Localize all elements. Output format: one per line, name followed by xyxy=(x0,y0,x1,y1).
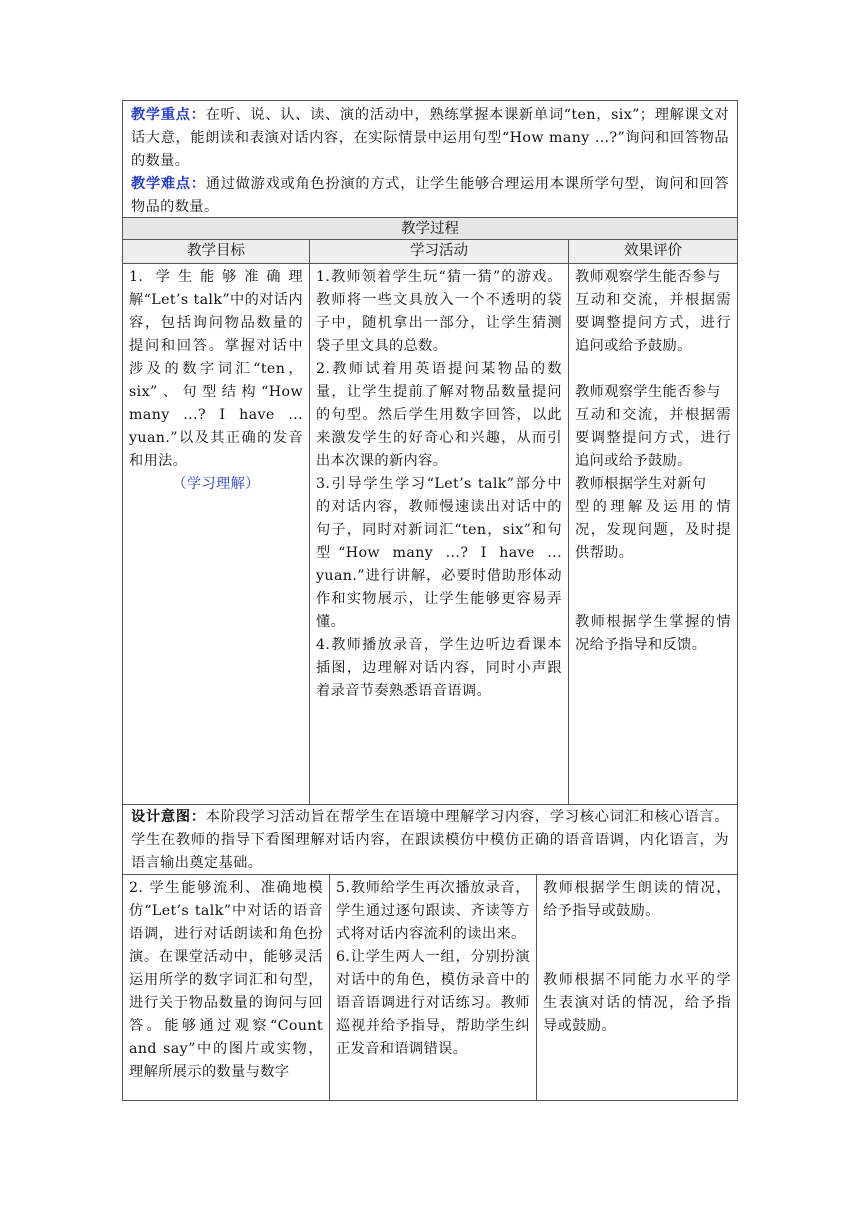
spacer xyxy=(575,588,731,611)
section2-activity-cell xyxy=(329,874,537,1101)
design-intent-label: 设计意图： xyxy=(131,809,206,825)
difficult-points-text: 通过做游戏或角色扮演的方式，让学生能够合理运用本课所学句型，询问和回答物品的数量。 xyxy=(131,176,729,215)
section2-evaluation-cell xyxy=(536,874,738,1101)
activity-2: 2.教师试着用英语提问某物品的数量，让学生提前了解对物品数量提问的句型。然后学生用数字回答，以此来激发学生的好奇心和兴趣，从而引出本次课的新内容。 xyxy=(316,361,562,469)
evaluation-3b: 型的理解及运用的情况，发现问题，及时提供帮助。 xyxy=(575,499,731,561)
design-intent xyxy=(131,805,729,875)
section1-activity-cell xyxy=(309,263,569,805)
spacer xyxy=(575,565,731,588)
evaluation-3a: 教师根据学生对新句 xyxy=(575,476,707,492)
difficult-points xyxy=(131,173,729,219)
spacer xyxy=(575,358,731,381)
section2-goal-text: 2. 学生能够流利、准确地模仿“Let’s talk”中对话的语音语调，进行对话朗读和角色扮演。在课堂活动中，能够灵活运用所学的数字词汇和句型，进行关于物品数量的询问与回答。能够通过观察“Count and say”中的图片或实物，理解所展示的数量与数字 xyxy=(129,880,323,1080)
evaluation-6: 教师根据不同能力水平的学生表演对话的情况，给予指导或鼓励。 xyxy=(543,972,731,1034)
header-evaluation: 效果评价 xyxy=(568,239,738,264)
section2-goal-cell xyxy=(122,874,330,1101)
key-points-label: 教学重点： xyxy=(131,107,206,123)
section1-goal-tag: （学习理解） xyxy=(172,476,260,492)
activity-1: 1.教师领着学生玩“猜一猜”的游戏。教师将一些文具放入一个不透明的袋子中，随机拿出一部分，让学生猜测袋子里文具的总数。 xyxy=(316,269,562,354)
design-intent-text: 本阶段学习活动旨在帮学生在语境中理解学习内容，学习核心词汇和核心语言。学生在教师的指导下看图理解对话内容，在跟读模仿中模仿正确的语音语调，内化语言，为语言输出奠定基础。 xyxy=(131,809,729,871)
section1-goal-text: 1. 学生能够准确理解“Let’s talk”中的对话内容，包括询问物品数量的提问和回答。掌握对话中涉及的数字词汇“ten，six”、句型结构“How many ...? I have ... yuan.”以及其正确的发音和用法。 xyxy=(129,269,303,469)
difficult-points-label: 教学难点： xyxy=(131,176,206,192)
key-points-text: 在听、说、认、读、演的活动中，熟练掌握本课新单词“ten，six”；理解课文对话大意，能朗读和表演对话内容，在实际情景中运用句型“How many …?”询问和回答物品的数量。 xyxy=(131,107,729,169)
activity-4: 4.教师播放录音，学生边听边看课本插图，边理解对话内容，同时小声跟着录音节奏熟悉语音语调。 xyxy=(316,637,562,699)
evaluation-1b: 互动和交流，并根据需要调整提问方式，进行追问或给予鼓励。 xyxy=(575,292,731,354)
header-learning-activity: 学习活动 xyxy=(309,239,569,264)
activity-5: 5.教师给学生再次播放录音，学生通过逐句跟读、齐读等方式将对话内容流利的读出来。 xyxy=(336,880,530,942)
activity-6: 6.让学生两人一组，分别扮演对话中的角色，模仿录音中的语音语调进行对话练习。教师巡视并给予指导，帮助学生纠正发音和语调错误。 xyxy=(336,949,530,1057)
evaluation-4: 教师根据学生掌握的情况给予指导和反馈。 xyxy=(575,614,731,653)
spacer xyxy=(543,946,731,969)
header-teaching-goal: 教学目标 xyxy=(122,239,310,264)
design-intent-block xyxy=(122,804,738,875)
section1-evaluation-cell xyxy=(568,263,738,805)
spacer xyxy=(543,923,731,946)
evaluation-1a: 教师观察学生能否参与 xyxy=(575,269,721,285)
activity-3: 3.引导学生学习“Let’s talk”部分中的对话内容，教师慢速读出对话中的句子，同时对新词汇“ten，six”和句型“How many ...? I have ... yuan.”进行讲解，必要时借助形体动作和实物展示，让学生能够更容易弄懂。 xyxy=(316,476,562,630)
key-points-block xyxy=(122,100,738,218)
section1-goal-cell xyxy=(122,263,310,805)
evaluation-2a: 教师观察学生能否参与 xyxy=(575,384,721,400)
table-title: 教学过程 xyxy=(122,217,738,240)
evaluation-2b: 互动和交流，并根据需要调整提问方式，进行追问或给予鼓励。 xyxy=(575,407,731,469)
evaluation-5: 教师根据学生朗读的情况，给予指导或鼓励。 xyxy=(543,880,731,919)
key-points xyxy=(131,104,729,173)
